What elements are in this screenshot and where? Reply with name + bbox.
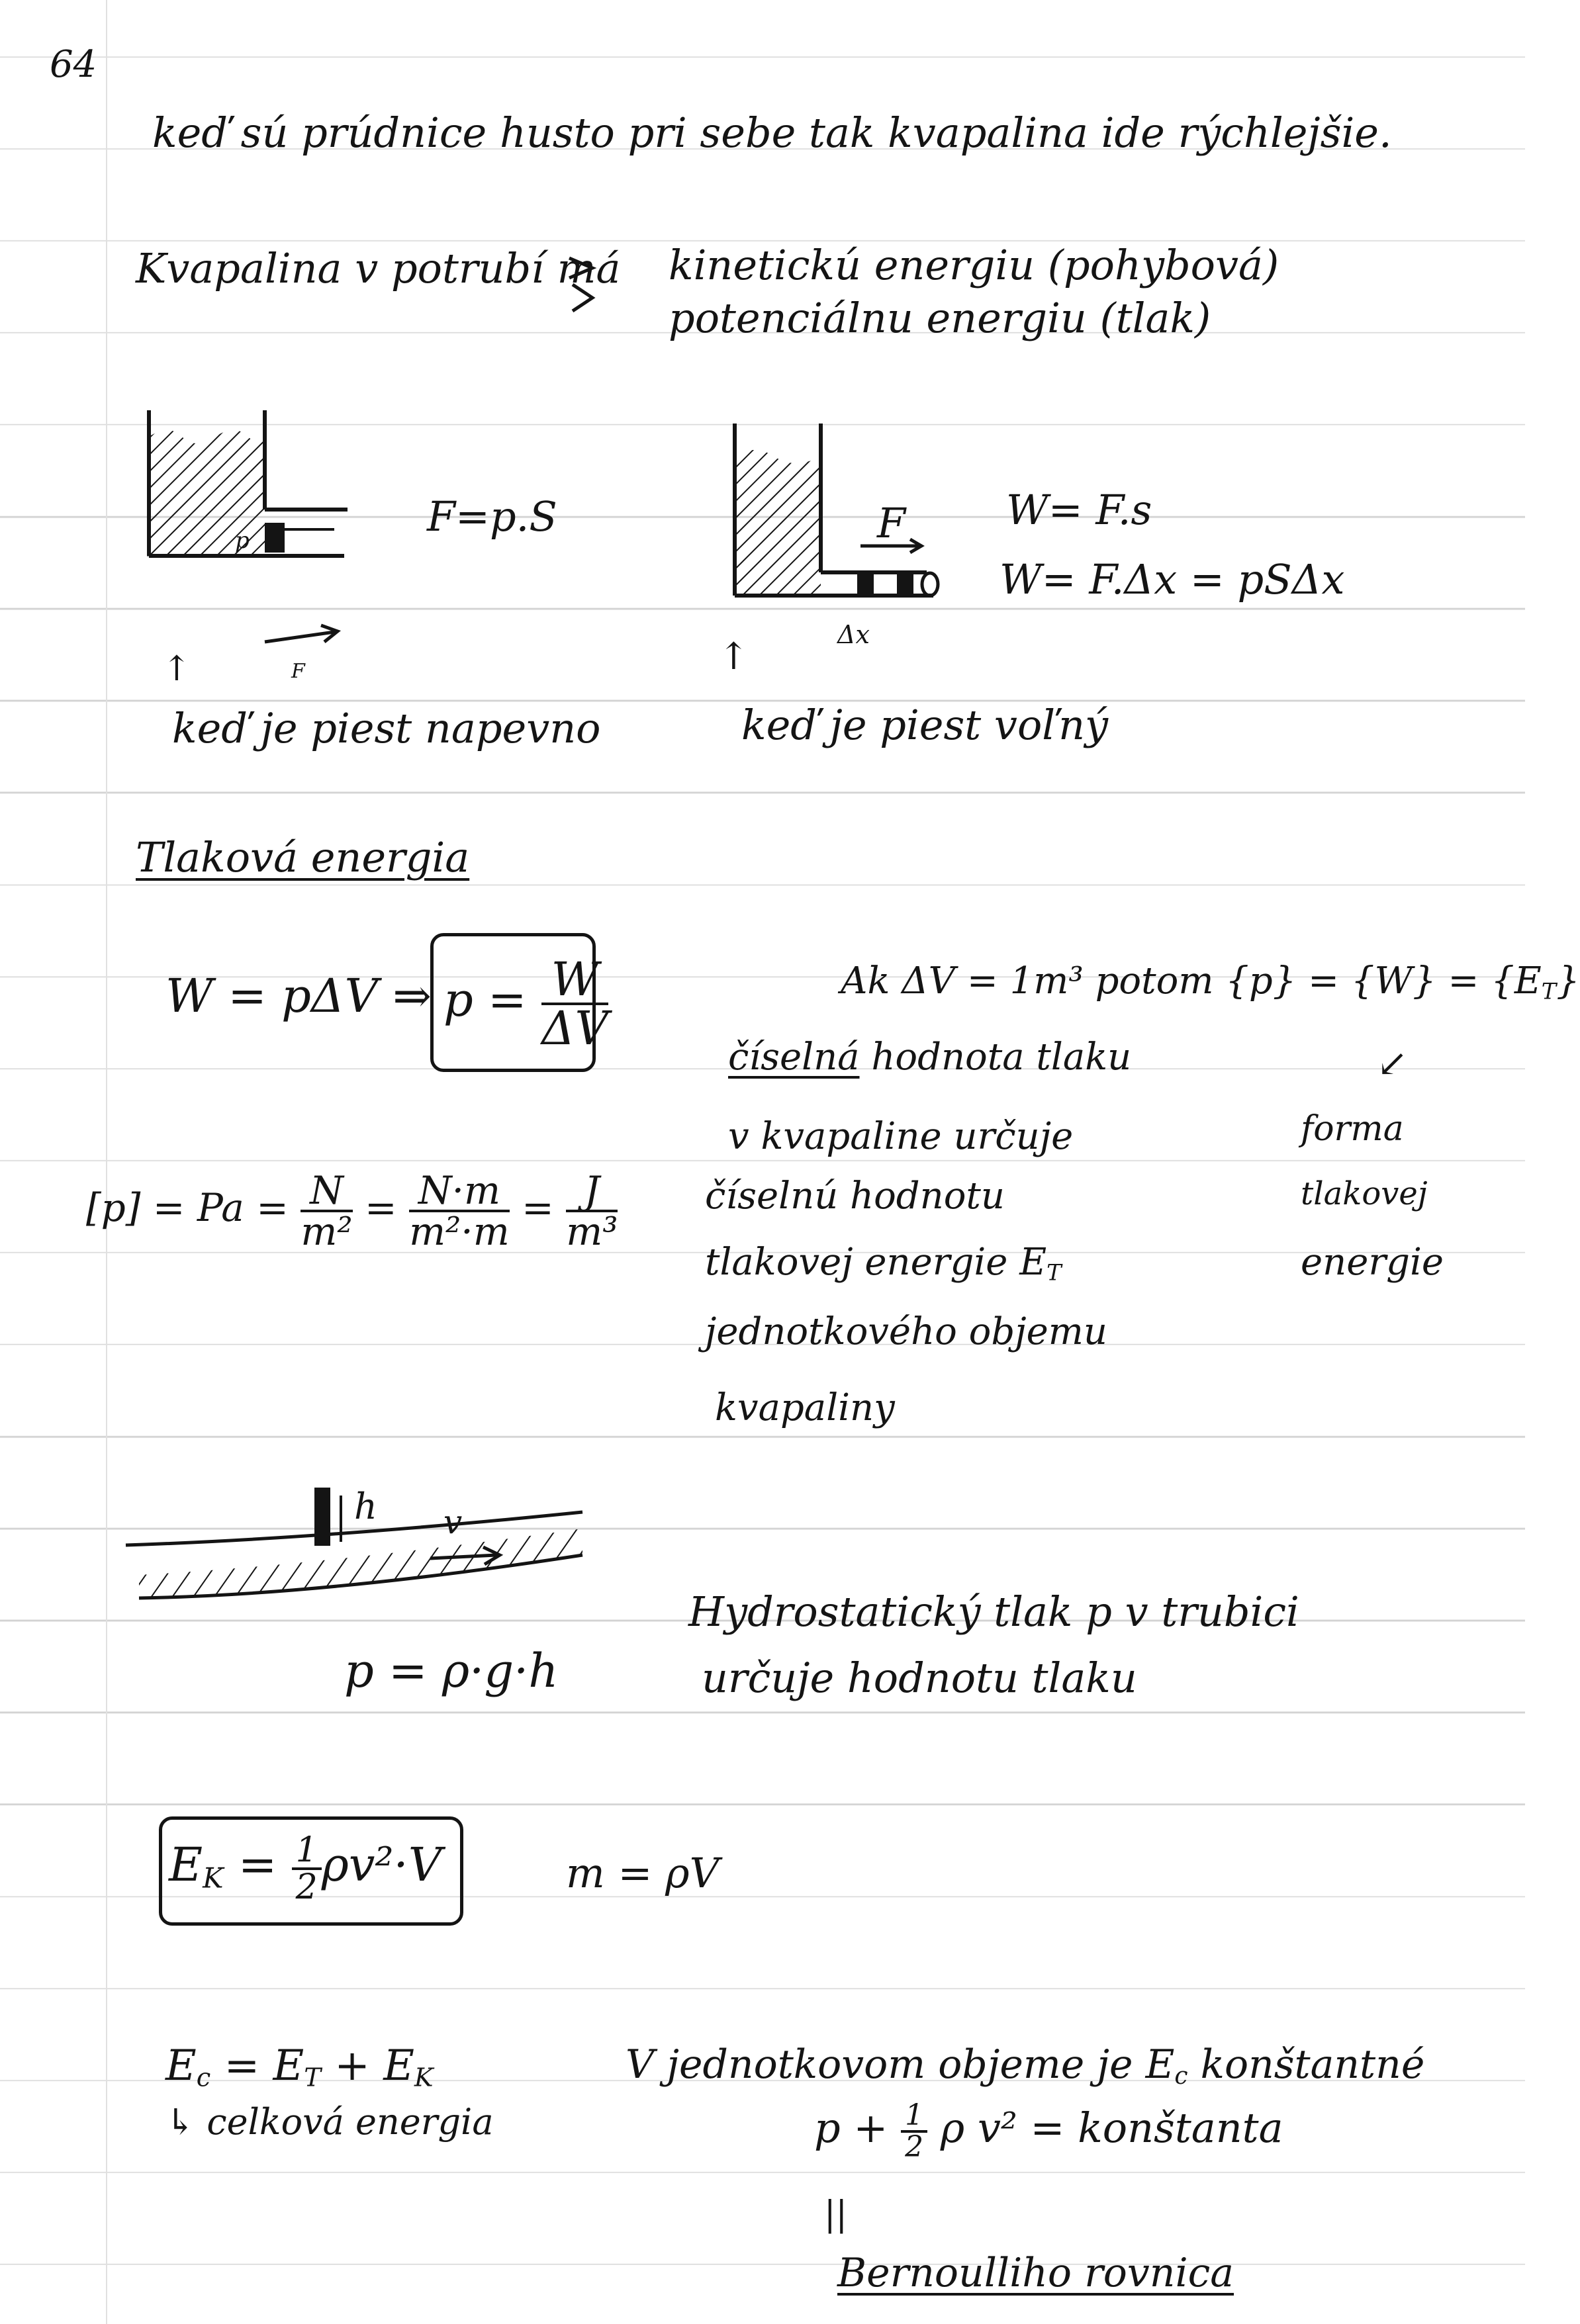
kinetic-fraction: [292, 1830, 322, 1907]
note-line-2-right-2: potenciálnu energiu (tlak): [669, 294, 1211, 342]
unit-1-num: N: [301, 1171, 352, 1212]
work-eq-2: W= F.Δx = pSΔx: [999, 555, 1345, 603]
caption-free-piston: keď je piest voľný: [741, 701, 1109, 749]
desc-line-6: kvapaliny: [715, 1386, 895, 1429]
v-label: v: [443, 1503, 463, 1541]
te-sub-1: c: [196, 2063, 211, 2093]
kinetic-num: 1: [292, 1833, 322, 1870]
formula-f-ps: F=p.S: [427, 492, 557, 541]
margin-line: [106, 0, 107, 2324]
pressure-energy-eq: W = pΔV ⇒: [165, 969, 432, 1023]
te-sub-3: K: [414, 2063, 434, 2093]
bern-rest: ρ v² = konštanta: [940, 2104, 1283, 2153]
bern-fraction: [901, 2098, 927, 2164]
kinetic-den: 2: [295, 1867, 318, 1907]
te-sub-2: T: [304, 2063, 321, 2093]
if-condition: [841, 960, 1580, 1005]
page-number: 64: [50, 43, 97, 86]
bernoulli-name: Bernoulliho rovnica: [837, 2250, 1234, 2296]
bernoulli-equation: [814, 2098, 1283, 2164]
kinetic-rest: ρv²·V: [321, 1838, 442, 1892]
te-1: E: [165, 2041, 197, 2090]
desc-line-4: [705, 1241, 1062, 1286]
right-line-3: energie: [1301, 1241, 1444, 1284]
if-sub: T: [1541, 978, 1557, 1005]
up-arrow-icon: ↑: [162, 649, 191, 689]
te-2: = E: [210, 2041, 304, 2090]
if-text: Ak ΔV = 1m³ potom {p} = {W} = {E: [841, 960, 1542, 1003]
branch-arrows-icon: [563, 245, 602, 318]
desc-line-2: v kvapaline určuje: [728, 1115, 1074, 1158]
desc-4-text: tlakovej energie E: [705, 1241, 1047, 1284]
mass-formula: m = ρV: [566, 1849, 720, 1897]
desc-line-1: [728, 1036, 1132, 1079]
unit-frac-1: [301, 1168, 353, 1254]
constant-statement: [626, 2041, 1425, 2090]
boxed-pressure-formula: [443, 952, 609, 1055]
unit-2-num: N·m: [409, 1171, 510, 1212]
force-label-1: F: [291, 660, 305, 683]
boxed-fraction: [541, 952, 609, 1055]
total-energy-eq: [165, 2041, 434, 2093]
unit-frac-2: [409, 1168, 510, 1254]
kinetic-energy-formula: $E_K$ = $\frac{1}{2}$ ρv²·V: [169, 1830, 442, 1907]
kinetic-lhs: E: [169, 1838, 203, 1892]
boxed-den: ΔV: [541, 1001, 609, 1055]
diagram-fixed-piston: [142, 410, 361, 569]
right-line-2: tlakovej: [1301, 1175, 1428, 1212]
unit-3-den: m³: [566, 1209, 618, 1254]
boxed-num: W: [541, 956, 608, 1005]
tube-desc-2: určuje hodnotu tlaku: [702, 1654, 1137, 1702]
up-arrow-icon: ↑: [718, 635, 749, 678]
force-arrow-icon: [261, 622, 348, 648]
unit-1-den: m²: [301, 1209, 353, 1254]
pressure-units: [p] = Pa = $\frac{N}{\text{m²}}$ = $\frac{N\cdot m}{\text{m²·m}}$ = $\frac{J}{\text{m³}}$: [86, 1168, 618, 1254]
kinetic-lhs-sub: K: [203, 1861, 224, 1895]
if-end: }: [1556, 960, 1580, 1003]
section-title: Tlaková energia: [136, 833, 470, 881]
arrow-down-left-icon: ↙: [1377, 1042, 1408, 1085]
unit-2-den: m²·m: [409, 1209, 510, 1254]
work-eq-1: W= F.s: [1006, 486, 1152, 534]
diagram-free-piston: [728, 424, 947, 596]
total-energy-label: ↳ celková energia: [165, 2101, 494, 2143]
tube-desc-1: Hydrostatický tlak p v trubici: [688, 1587, 1299, 1636]
h-label: h: [354, 1486, 377, 1527]
force-label-2: F: [877, 499, 906, 547]
dx-label: Δx: [837, 620, 870, 649]
desc-line-3: číselnú hodnotu: [705, 1175, 1005, 1218]
pressure-label-1: p: [235, 527, 250, 554]
equivalence-mark: ||: [824, 2194, 848, 2234]
const-end: konštantné: [1187, 2041, 1425, 2088]
hydrostatic-formula: p = ρ·g·h: [344, 1644, 559, 1698]
note-line-1: keď sú prúdnice husto pri sebe tak kvapalina ide rýchlejšie.: [152, 109, 1392, 157]
boxed-lhs: p =: [443, 973, 527, 1027]
desc-4-sub: T: [1046, 1259, 1062, 1286]
note-line-2-right-1: kinetickú energiu (pohybová): [669, 241, 1279, 289]
caption-fixed-piston: keď je piest napevno: [172, 704, 601, 752]
note-line-2-left: Kvapalina v potrubí má: [136, 244, 621, 292]
right-line-1: forma: [1301, 1109, 1404, 1149]
te-3: + E: [320, 2041, 414, 2090]
desc-1-rest: hodnota tlaku: [859, 1036, 1132, 1079]
bern-den: 2: [905, 2130, 924, 2164]
desc-line-5: jednotkového objemu: [705, 1310, 1107, 1353]
bern-p: p +: [814, 2104, 888, 2153]
units-lhs: [p] = Pa =: [86, 1185, 289, 1231]
bern-num: 1: [901, 2101, 927, 2133]
const-sub: c: [1174, 2063, 1188, 2090]
unit-3-num: J: [566, 1171, 618, 1212]
unit-frac-3: [566, 1168, 618, 1254]
desc-underlined: číselná: [728, 1036, 860, 1079]
const-text: V jednotkovom objeme je E: [626, 2041, 1175, 2088]
